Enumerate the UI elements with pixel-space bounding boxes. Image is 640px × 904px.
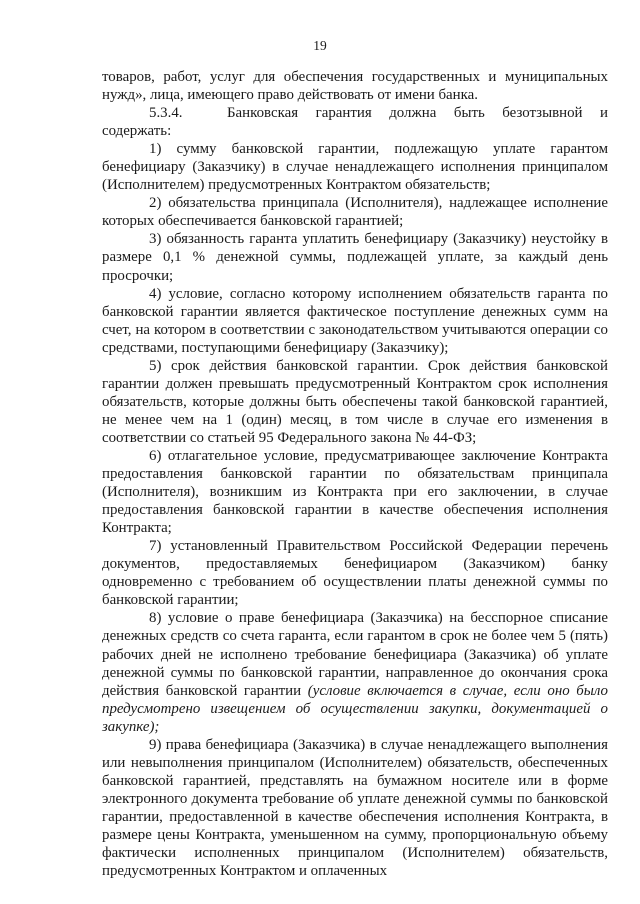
list-item-2: 2) обязательства принципала (Исполнителя), надлежащее исполнение которых обеспечивается банковской гарантией;	[102, 195, 608, 230]
list-item-9: 9) права бенефициара (Заказчика) в случае ненадлежащего выполнения или невыполнения принципалом (Исполнителем) обязательств, обеспеченных банковской гарантией, представлять на бумажном носителе или в форме электронного документа требование об уплате денежной суммы по банковской гарантии, предоставленной в качестве обеспечения исполнения Контракта, в размере цены Контракта, уменьшенном на сумму, пропорциональную объему фактически исполненных принципалом (Исполнителем) обязательств, предусмотренных Контрактом и оплаченных	[102, 736, 608, 880]
list-item-7: 7) установленный Правительством Российской Федерации перечень документов, предоставляемых бенефициаром (Заказчиком) банку одновременно с требованием об осуществлении платы денежной суммы по банковской гарантии;	[102, 538, 608, 609]
section-number: 5.3.4.	[149, 105, 183, 122]
list-item-3: 3) обязанность гаранта уплатить бенефициару (Заказчику) неустойку в размере 0,1 % денежной суммы, подлежащей уплате, за каждый день просрочки;	[102, 231, 608, 284]
list-item-1: 1) сумму банковской гарантии, подлежащую уплате гарантом бенефициару (Заказчику) в случае ненадлежащего исполнения принципалом (Исполнителем) предусмотренных Контрактом обязательств;	[102, 141, 608, 194]
list-item-8	[102, 609, 608, 735]
list-item-8-italic-note: (условие включается в случае, если оно было предусмотрено извещением об осуществлении закупки, документацией о закупке);	[102, 682, 608, 735]
page-number: 19	[313, 38, 327, 53]
list-item-8-text: 8) условие о праве бенефициара (Заказчика) на бесспорное списание денежных средств со счета гаранта, если гарантом в срок не более чем 5 (пять) рабочих дней не исполнено требование бенефициара (Заказчика) об уплате денежной суммы по банковской гарантии, направленное до окончания срока действия банковской гарантии	[102, 610, 608, 699]
section-heading-text: Банковская гарантия должна быть безотзывной и содержать:	[102, 105, 608, 140]
list-item-6: 6) отлагательное условие, предусматривающее заключение Контракта предоставления банковской гарантии по обязательствам принципала (Исполнителя), возникшим из Контракта при его заключении, в случае предоставления банковской гарантии в качестве обеспечения исполнения Контракта;	[102, 447, 608, 537]
paragraph-section-5-3-4	[102, 104, 608, 140]
document-body	[102, 68, 608, 880]
paragraph-continuation: товаров, работ, услуг для обеспечения государственных и муниципальных нужд», лица, имеющего право действовать от имени банка.	[102, 69, 608, 104]
list-item-4: 4) условие, согласно которому исполнением обязательств гаранта по банковской гарантии является фактическое поступление денежных сумм на счет, на котором в соответствии с законодательством учитываются операции со средствами, поступающими бенефициару (Заказчику);	[102, 285, 608, 356]
list-item-5: 5) срок действия банковской гарантии. Срок действия банковской гарантии должен превышать предусмотренный Контрактом срок исполнения обязательств, которые должны быть обеспечены такой банковской гарантией, не менее чем на 1 (один) месяц, в том числе в случае его изменения в соответствии со статьей 95 Федерального закона № 44-ФЗ;	[102, 357, 608, 446]
